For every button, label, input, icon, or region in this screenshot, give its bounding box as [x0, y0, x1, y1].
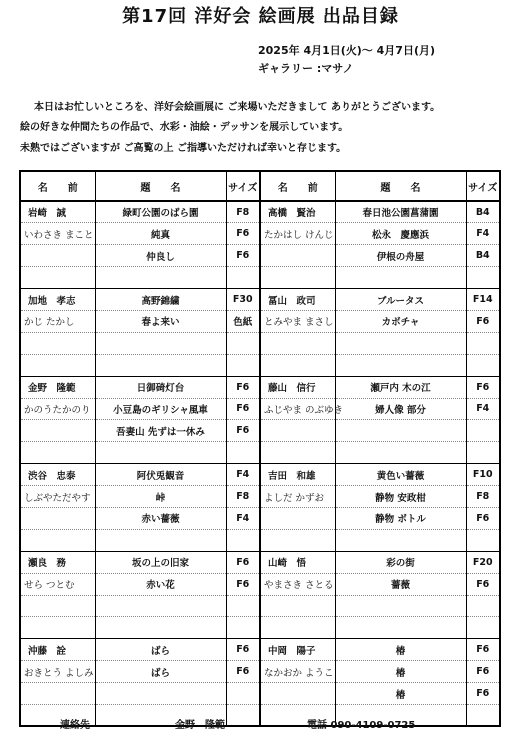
header-size-right: サイズ	[466, 171, 500, 201]
work-size: F8	[466, 486, 500, 508]
work-size: F6	[226, 376, 260, 398]
table-row	[20, 683, 500, 705]
table-row	[20, 420, 500, 442]
work-size: F6	[466, 639, 500, 661]
empty-cell	[260, 617, 335, 639]
empty-cell	[226, 354, 260, 376]
artist-name: 瀬良 務	[20, 551, 95, 573]
empty-cell	[20, 595, 95, 617]
work-title: 赤い薔薇	[95, 507, 226, 529]
work-size: F6	[226, 661, 260, 683]
work-size: F14	[466, 289, 500, 311]
empty-cell	[20, 245, 95, 267]
table-row	[20, 639, 500, 661]
page-title: 第17回 洋好会 絵画展 出品目録	[122, 6, 399, 27]
empty-cell	[95, 683, 226, 705]
work-size: F4	[226, 464, 260, 486]
work-size: B4	[466, 201, 500, 223]
table-row	[20, 464, 500, 486]
header-size-left: サイズ	[226, 171, 260, 201]
empty-cell	[95, 267, 226, 289]
work-size: F8	[226, 201, 260, 223]
contact-label: 連絡先	[60, 720, 90, 731]
empty-cell	[466, 617, 500, 639]
work-size: F4	[226, 507, 260, 529]
table-row	[20, 354, 500, 376]
header-name-right: 名 前	[260, 171, 335, 201]
work-title: 高野錦繍	[95, 289, 226, 311]
artist-kana: かのうたかのり	[20, 398, 95, 420]
work-title: ばら	[95, 639, 226, 661]
empty-cell	[226, 442, 260, 464]
artist-name: 沖藤 詮	[20, 639, 95, 661]
work-title: 彩の街	[335, 551, 466, 573]
empty-cell	[335, 595, 466, 617]
table-row	[20, 486, 500, 508]
header-title-left: 題 名	[95, 171, 226, 201]
table-row	[20, 223, 500, 245]
artist-kana: おきとう よしみ	[20, 661, 95, 683]
empty-cell	[226, 683, 260, 705]
catalog-table	[19, 170, 501, 727]
catalog-body	[20, 201, 500, 726]
work-title: ブルータス	[335, 289, 466, 311]
empty-cell	[226, 595, 260, 617]
work-size: F8	[226, 486, 260, 508]
contact-phone: 電話 090-4109-0725	[307, 720, 416, 731]
work-size: F6	[466, 683, 500, 705]
empty-cell	[260, 354, 335, 376]
work-title: 椿	[335, 661, 466, 683]
artist-name: 山崎 悟	[260, 551, 335, 573]
empty-cell	[20, 529, 95, 551]
artist-name: 岩崎 誠	[20, 201, 95, 223]
work-title: 黄色い薔薇	[335, 464, 466, 486]
table-row	[20, 595, 500, 617]
work-size: F6	[466, 573, 500, 595]
table-row	[20, 442, 500, 464]
artist-name: 高橋 賢治	[260, 201, 335, 223]
empty-cell	[260, 595, 335, 617]
work-title: カボチャ	[335, 310, 466, 332]
empty-cell	[226, 617, 260, 639]
empty-cell	[466, 595, 500, 617]
empty-cell	[335, 442, 466, 464]
empty-cell	[226, 704, 260, 726]
artist-name: 金野 隆範	[20, 376, 95, 398]
artist-kana: かじ たかし	[20, 310, 95, 332]
work-title: 伊根の舟屋	[335, 245, 466, 267]
empty-cell	[20, 617, 95, 639]
work-title: 静物 ボトル	[335, 507, 466, 529]
work-title: 瀬戸内 木の江	[335, 376, 466, 398]
table-row	[20, 289, 500, 311]
empty-cell	[260, 442, 335, 464]
artist-name: 加地 孝志	[20, 289, 95, 311]
work-title: 純真	[95, 223, 226, 245]
work-title: 阿伏兎観音	[95, 464, 226, 486]
empty-cell	[260, 507, 335, 529]
table-row	[20, 551, 500, 573]
empty-cell	[20, 683, 95, 705]
work-title: 椿	[335, 639, 466, 661]
empty-cell	[466, 420, 500, 442]
work-size: F4	[466, 223, 500, 245]
work-title: 仲良し	[95, 245, 226, 267]
empty-cell	[335, 617, 466, 639]
table-row	[20, 310, 500, 332]
work-title: 赤い花	[95, 573, 226, 595]
work-title: 峠	[95, 486, 226, 508]
empty-cell	[226, 267, 260, 289]
empty-cell	[95, 617, 226, 639]
empty-cell	[260, 267, 335, 289]
artist-name: 渋谷 忠泰	[20, 464, 95, 486]
work-size: F6	[226, 398, 260, 420]
empty-cell	[95, 595, 226, 617]
work-size: F6	[226, 551, 260, 573]
empty-cell	[335, 332, 466, 354]
work-title: 静物 安政柑	[335, 486, 466, 508]
artist-name: 冨山 政司	[260, 289, 335, 311]
work-title: 春よ来い	[95, 310, 226, 332]
artist-kana: いわさき まこと	[20, 223, 95, 245]
work-title: 椿	[335, 683, 466, 705]
work-title: 吾妻山 先ずは一休み	[95, 420, 226, 442]
table-row	[20, 704, 500, 726]
table-row	[20, 267, 500, 289]
header-name-left: 名 前	[20, 171, 95, 201]
empty-cell	[95, 442, 226, 464]
header-title-right: 題 名	[335, 171, 466, 201]
work-title: 日御碕灯台	[95, 376, 226, 398]
greeting-line-2: 絵の好きな仲間たちの作品で、水彩・油絵・デッサンを展示しています。	[20, 122, 349, 133]
work-size: F6	[226, 420, 260, 442]
empty-cell	[335, 420, 466, 442]
empty-cell	[95, 332, 226, 354]
table-row	[20, 573, 500, 595]
artist-kana: せら つとむ	[20, 573, 95, 595]
work-size: F6	[466, 310, 500, 332]
empty-cell	[20, 332, 95, 354]
work-title: 坂の上の旧家	[95, 551, 226, 573]
empty-cell	[20, 420, 95, 442]
artist-kana: やまさき さとる	[260, 573, 335, 595]
empty-cell	[466, 332, 500, 354]
work-title: 小豆島のギリシャ風車	[95, 398, 226, 420]
work-size: F10	[466, 464, 500, 486]
empty-cell	[20, 442, 95, 464]
empty-cell	[226, 529, 260, 551]
artist-kana: よしだ かずお	[260, 486, 335, 508]
work-title: ばら	[95, 661, 226, 683]
empty-cell	[260, 332, 335, 354]
work-size: 色紙	[226, 310, 260, 332]
empty-cell	[95, 354, 226, 376]
work-title: 緑町公園のばら園	[95, 201, 226, 223]
artist-kana: しぶやただやす	[20, 486, 95, 508]
empty-cell	[466, 529, 500, 551]
table-row	[20, 245, 500, 267]
artist-name: 中岡 陽子	[260, 639, 335, 661]
contact-name: 金野 隆範	[175, 720, 225, 731]
exhibition-date: 2025年 4月1日(火)～ 4月7日(月)	[258, 44, 435, 57]
artist-kana: とみやま まさし	[260, 310, 335, 332]
work-size: F30	[226, 289, 260, 311]
work-size: F4	[466, 398, 500, 420]
artist-kana: なかおか ようこ	[260, 661, 335, 683]
empty-cell	[226, 332, 260, 354]
empty-cell	[335, 529, 466, 551]
work-title: 薔薇	[335, 573, 466, 595]
table-row	[20, 529, 500, 551]
artist-name: 吉田 和雄	[260, 464, 335, 486]
empty-cell	[335, 354, 466, 376]
table-header-row	[20, 171, 500, 201]
empty-cell	[95, 529, 226, 551]
table-row	[20, 507, 500, 529]
empty-cell	[335, 267, 466, 289]
work-size: F6	[466, 507, 500, 529]
table-row	[20, 617, 500, 639]
gallery-name: ギャラリー :マサノ	[258, 62, 354, 75]
empty-cell	[466, 354, 500, 376]
empty-cell	[260, 420, 335, 442]
empty-cell	[466, 704, 500, 726]
artist-kana: ふじやま のぶゆき	[260, 398, 335, 420]
work-size: F6	[226, 639, 260, 661]
greeting-line-3: 未熟ではございますが ご高覧の上 ご指導いただければ幸いと存じます。	[20, 143, 347, 154]
empty-cell	[20, 507, 95, 529]
work-size: F6	[466, 661, 500, 683]
empty-cell	[466, 267, 500, 289]
table-row	[20, 201, 500, 223]
work-size: F6	[226, 573, 260, 595]
work-title: 松永 慶應浜	[335, 223, 466, 245]
empty-cell	[20, 267, 95, 289]
empty-cell	[466, 442, 500, 464]
table-row	[20, 661, 500, 683]
work-size: F20	[466, 551, 500, 573]
table-row	[20, 332, 500, 354]
greeting-line-1: 本日はお忙しいところを、洋好会絵画展に ご来場いただきまして ありがとうございます。	[34, 102, 441, 113]
work-title: 春日池公園菖蒲園	[335, 201, 466, 223]
work-size: B4	[466, 245, 500, 267]
empty-cell	[260, 529, 335, 551]
artist-name: 藤山 信行	[260, 376, 335, 398]
empty-cell	[20, 354, 95, 376]
work-size: F6	[226, 245, 260, 267]
work-title: 婦人像 部分	[335, 398, 466, 420]
work-size: F6	[466, 376, 500, 398]
artist-kana: たかはし けんじ	[260, 223, 335, 245]
table-row	[20, 398, 500, 420]
table-row	[20, 376, 500, 398]
empty-cell	[260, 245, 335, 267]
work-size: F6	[226, 223, 260, 245]
empty-cell	[260, 683, 335, 705]
